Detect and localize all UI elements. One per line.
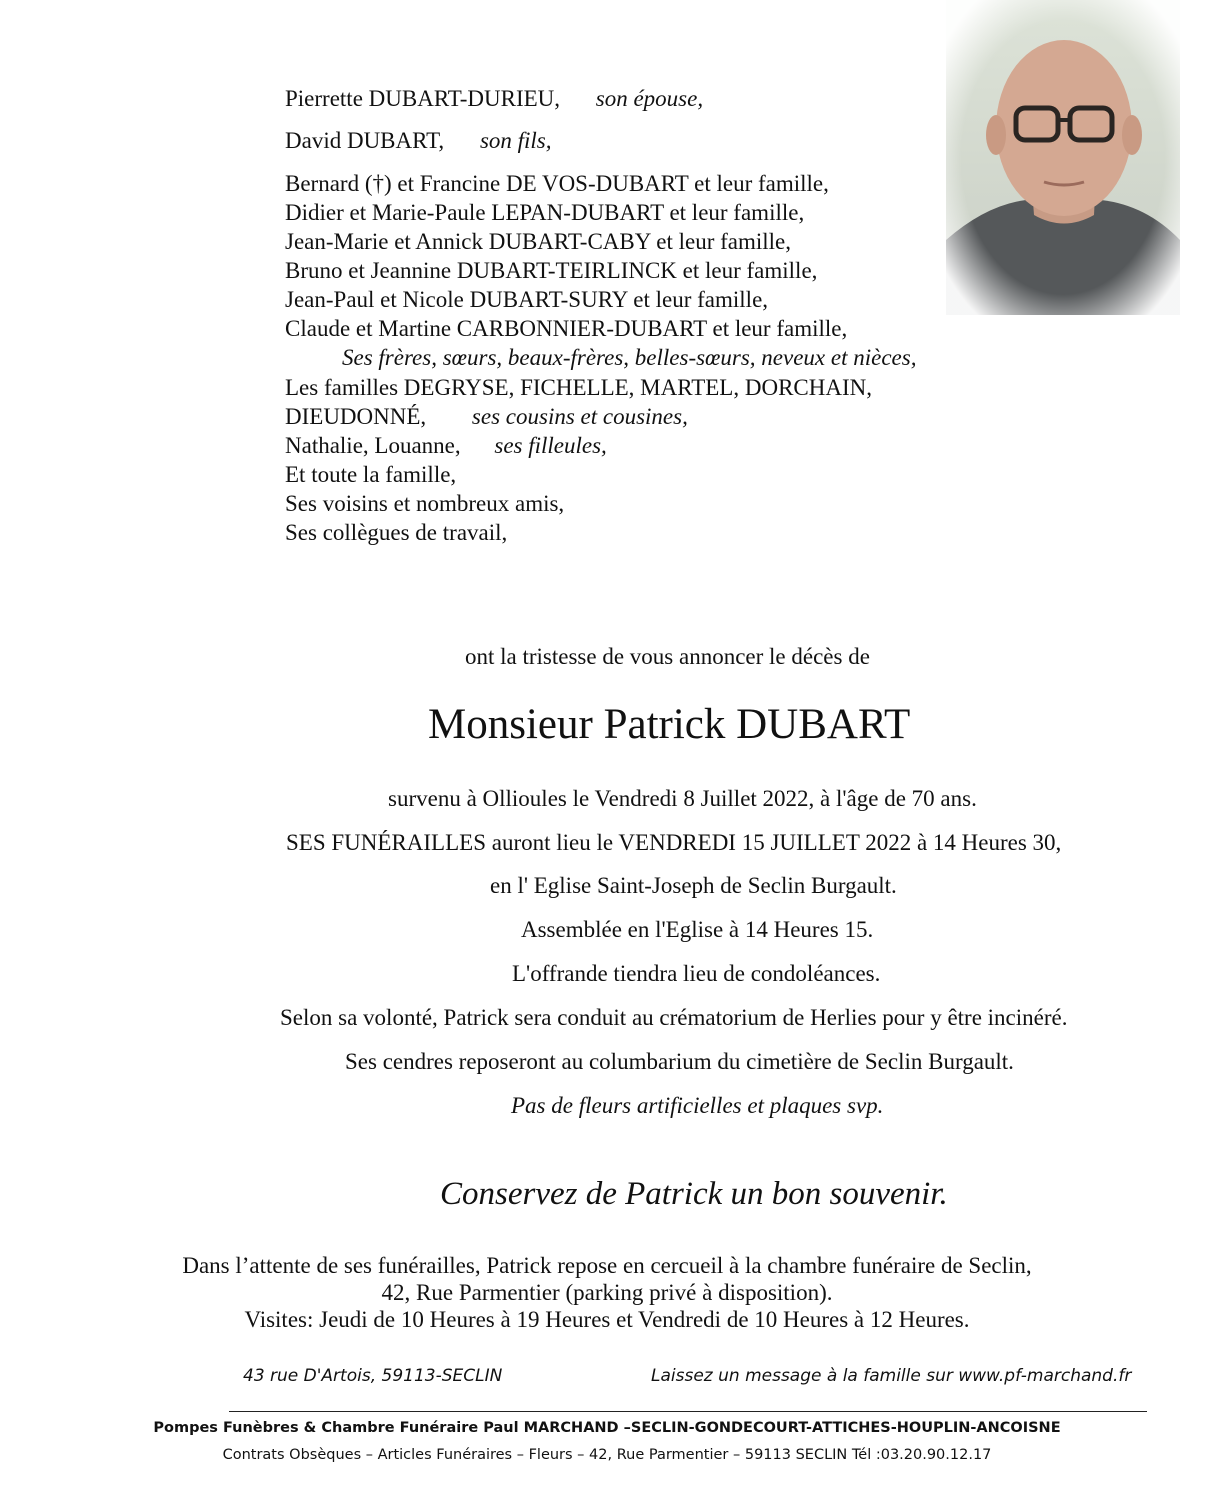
deceased-photo: [946, 0, 1180, 315]
godchildren-names: Nathalie, Louanne,: [285, 433, 461, 458]
sibling-line: Claude et Martine CARBONNIER-DUBART et leur famille,: [285, 316, 848, 341]
godchildren-relation: ses filleules,: [494, 433, 607, 458]
website-message[interactable]: Laissez un message à la famille sur www.pf-marchand.fr: [651, 1366, 1132, 1386]
sibling-line: Bernard (†) et Francine DE VOS-DUBART et leur famille,: [285, 171, 829, 196]
son-name: David DUBART,: [285, 128, 445, 153]
cremation-details: Selon sa volonté, Patrick sera conduit au crématorium de Herlies pour y être incinéré.: [280, 1005, 1068, 1030]
sibling-line: Jean-Marie et Annick DUBART-CABY et leur famille,: [285, 229, 791, 254]
visit-line: Visites: Jeudi de 10 Heures à 19 Heures et Vendredi de 10 Heures à 12 Heures.: [244, 1307, 970, 1332]
offering-details: L'offrande tiendra lieu de condoléances.: [512, 961, 881, 986]
sibling-line: Jean-Paul et Nicole DUBART-SURY et leur famille,: [285, 287, 769, 312]
ashes-details: Ses cendres reposeront au columbarium du cimetière de Seclin Burgault.: [345, 1049, 1014, 1074]
spouse-name: Pierrette DUBART-DURIEU,: [285, 86, 561, 111]
families-line-2: [285, 402, 688, 431]
church-details: en l' Eglise Saint-Joseph de Seclin Burgault.: [490, 873, 897, 898]
families-name: DIEUDONNÉ,: [285, 404, 427, 429]
siblings-relation: Ses frères, sœurs, beaux-frères, belles-sœurs, neveux et nièces,: [342, 345, 917, 370]
sibling-line: Didier et Marie-Paule LEPAN-DUBART et leur famille,: [285, 200, 805, 225]
funeral-details: SES FUNÉRAILLES auront lieu le VENDREDI 15 JUILLET 2022 à 14 Heures 30,: [286, 830, 1062, 855]
cousins-relation: ses cousins et cousines,: [471, 404, 688, 429]
others-line: Ses voisins et nombreux amis,: [285, 491, 565, 516]
godchildren-line: [285, 431, 607, 460]
no-flowers-note: Pas de fleurs artificielles et plaques svp.: [511, 1093, 884, 1118]
assembly-details: Assemblée en l'Eglise à 14 Heures 15.: [521, 917, 874, 942]
others-line: Ses collègues de travail,: [285, 520, 508, 545]
announcement-text: ont la tristesse de vous annoncer le décès de: [465, 644, 870, 669]
death-details: survenu à Ollioules le Vendredi 8 Juillet 2022, à l'âge de 70 ans.: [388, 786, 977, 811]
family-line-spouse: [285, 84, 703, 113]
deceased-name: Monsieur Patrick DUBART: [428, 701, 911, 748]
family-line-son: [285, 126, 552, 155]
spouse-relation: son épouse,: [595, 86, 704, 111]
footer-services: Contrats Obsèques – Articles Funéraires – Fleurs – 42, Rue Parmentier – 59113 SECLIN Tél :03.20.90.12.17: [222, 1447, 992, 1463]
families-line: Les familles DEGRYSE, FICHELLE, MARTEL, DORCHAIN,: [285, 375, 872, 400]
footer-divider: [229, 1411, 1147, 1412]
visit-line: 42, Rue Parmentier (parking privé à disposition).: [381, 1280, 833, 1305]
company-address: 43 rue D'Artois, 59113-SECLIN: [243, 1366, 503, 1386]
sibling-line: Bruno et Jeannine DUBART-TEIRLINCK et leur famille,: [285, 258, 818, 283]
son-relation: son fils,: [479, 128, 552, 153]
others-line: Et toute la famille,: [285, 462, 457, 487]
footer-company: Pompes Funèbres & Chambre Funéraire Paul MARCHAND –SECLIN-GONDECOURT-ATTICHES-HOUPLIN-ANCOISNE: [153, 1420, 1061, 1436]
visit-line: Dans l’attente de ses funérailles, Patrick repose en cercueil à la chambre funéraire de Seclin,: [182, 1253, 1032, 1278]
souvenir-text: Conservez de Patrick un bon souvenir.: [440, 1176, 948, 1212]
